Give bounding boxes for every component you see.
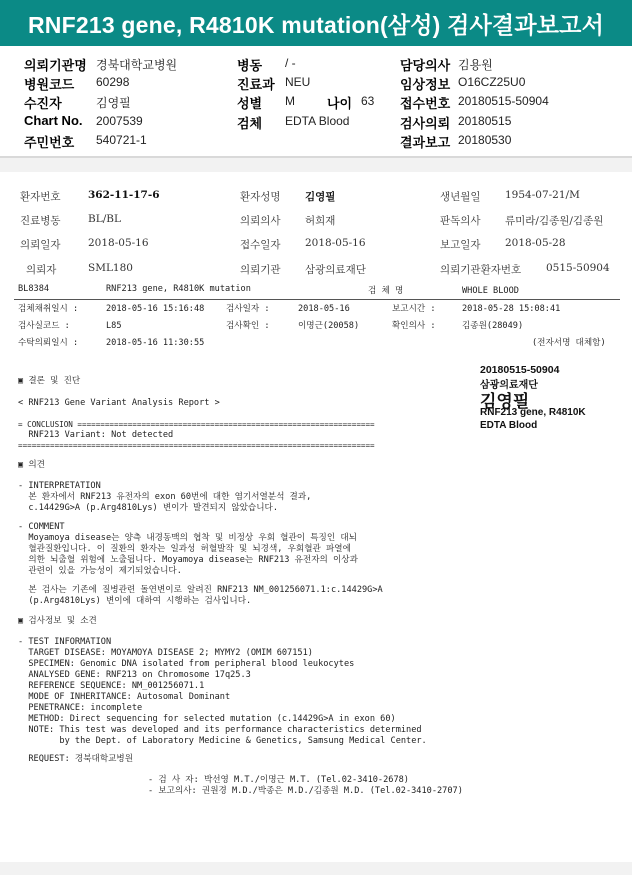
row-label: 확인의사 :: [392, 321, 436, 331]
test-info-heading: - TEST INFORMATION: [18, 637, 112, 647]
header-label: 주민번호: [24, 135, 75, 150]
header-label: 임상정보: [400, 77, 451, 92]
patient-label: 의뢰자: [26, 264, 57, 276]
header-label: 병원코드: [24, 77, 75, 92]
patient-value: 허희재: [305, 215, 336, 227]
patient-value: 1954-07-21/M: [505, 189, 580, 201]
header-value: 20180515: [458, 114, 512, 128]
divider: [14, 299, 620, 300]
scanned-report: [0, 172, 632, 862]
header-row-ward: [237, 55, 296, 74]
test-info-line: NOTE: This test was developed and its performance characteristics determined: [18, 725, 422, 735]
interpretation-heading: - INTERPRETATION: [18, 481, 101, 491]
test-info-line: REFERENCE SEQUENCE: NM_001256071.1: [18, 681, 205, 691]
title-bar: [0, 0, 632, 46]
row-value: 김종원(28049): [462, 321, 524, 331]
patient-value: SML180: [88, 262, 133, 274]
interpretation-line: c.14429G>A (p.Arg4810Lys) 변이가 발견되지 않았습니다.: [18, 503, 279, 513]
section-heading: ▣ 결론 및 진단: [18, 376, 81, 386]
conclusion-heading: = CONCLUSION =================================================================: [18, 420, 375, 429]
patient-value: 2018-05-28: [505, 237, 566, 249]
patient-value: 2018-05-16: [88, 237, 149, 249]
patient-value: BL/BL: [88, 213, 121, 225]
header-row-clinical-info: [400, 74, 526, 93]
section-heading: ▣ 검사정보 및 소견: [18, 616, 97, 626]
header-label: 검체: [237, 116, 263, 131]
analysis-title: < RNF213 Gene Variant Analysis Report >: [18, 398, 220, 408]
row-label: 검사실코드 :: [18, 321, 70, 331]
patient-value: 삼광의료재단: [305, 264, 366, 276]
patient-label: 의뢰기관환자번호: [440, 264, 522, 276]
header-label: 검사의뢰: [400, 116, 451, 131]
request-line: REQUEST: 경북대학교병원: [18, 754, 134, 764]
test-code: BL8384: [18, 284, 50, 294]
stamp-receipt-no: 20180515-50904: [480, 364, 560, 376]
row-label: 검사일자 :: [226, 304, 270, 314]
header-row-request-date: [400, 113, 512, 132]
header-value: 김용원: [458, 58, 493, 72]
header-value: 김영필: [96, 96, 131, 110]
row-label: 검사확인 :: [226, 321, 270, 331]
header-row-specimen: [237, 113, 350, 132]
test-info-line: METHOD: Direct sequencing for selected mutation (c.14429G>A in exon 60): [18, 714, 396, 724]
comment-line: Moyamoya disease는 양측 내경동맥의 협착 및 비정상 우회 혈관이 특징인 대뇌: [18, 533, 357, 543]
header-row-examinee: [24, 93, 131, 112]
header-row-report-date: [400, 132, 512, 151]
header-value: 60298: [96, 75, 130, 89]
header-label-age: 나이: [327, 96, 353, 111]
header-row-resident-no: [24, 132, 147, 151]
header-row-department: [237, 74, 311, 93]
header-value: M: [285, 94, 295, 108]
header-label: 진료과: [237, 77, 275, 92]
patient-label: 의뢰기관: [240, 264, 281, 276]
patient-label: 의뢰의사: [240, 215, 281, 227]
row-label: 수탁의뢰일시 :: [18, 338, 79, 348]
header-label: 성별: [237, 96, 263, 111]
header-label: 결과보고: [400, 135, 451, 150]
comment-line: 의한 뇌출혈 위험에 노출됩니다. Moyamoya disease는 RNF213 유전자의 이상과: [18, 555, 358, 565]
header-value: 540721-1: [96, 133, 147, 147]
header-label: 수진자: [24, 96, 62, 111]
header-info: [0, 46, 632, 158]
header-label: 담당의사: [400, 58, 451, 73]
header-value: 경북대학교병원: [96, 58, 178, 72]
patient-value: 0515-50904: [546, 262, 610, 274]
patient-label: 생년월일: [440, 191, 481, 203]
header-label: Chart No.: [24, 113, 83, 128]
test-info-line: ANALYSED GENE: RNF213 on Chromosome 17q25.3: [18, 670, 251, 680]
technician-signature: - 검 사 자: 박선영 M.T./이명근 M.T. (Tel.02-3410-2678): [148, 775, 409, 785]
stamp-institution: 삼광의료재단: [480, 380, 538, 391]
patient-value: 362-11-17-6: [88, 189, 160, 201]
physician-signature: - 보고의사: 권원경 M.D./박종은 M.D./김종원 M.D. (Tel.02-3410-2707): [148, 786, 463, 796]
row-label: 검체채취일시 :: [18, 304, 79, 314]
header-row-receipt-no: [400, 93, 549, 112]
patient-label: 환자번호: [20, 191, 61, 203]
e-signature-note: (전자서명 대체함): [532, 338, 606, 348]
conclusion-rule: ==============================================================================: [18, 441, 375, 450]
header-value: O16CZ25U0: [458, 75, 526, 89]
specimen-label: 검 체 명: [368, 286, 404, 296]
patient-label: 진료병동: [20, 215, 61, 227]
patient-label: 환자성명: [240, 191, 281, 203]
row-value: 2018-05-16 11:30:55: [106, 338, 205, 348]
interpretation-line: 본 환자에서 RNF213 유전자의 exon 60번에 대한 염기서열분석 결과,: [18, 492, 312, 502]
row-value: 2018-05-28 15:08:41: [462, 304, 561, 314]
comment-line: (p.Arg4810Lys) 변이에 대하여 시행하는 검사입니다.: [18, 596, 252, 606]
comment-line: 관련이 있을 가능성이 제기되었습니다.: [18, 566, 182, 576]
test-info-line: TARGET DISEASE: MOYAMOYA DISEASE 2; MYMY2 (OMIM 607151): [18, 648, 313, 658]
header-value-age: 63: [361, 94, 375, 108]
patient-label: 판독의사: [440, 215, 481, 227]
row-value: 2018-05-16 15:16:48: [106, 304, 205, 314]
patient-label: 보고일자: [440, 239, 481, 251]
row-value: 2018-05-16: [298, 304, 350, 314]
header-row-doctor: [400, 55, 493, 74]
header-value: 20180530: [458, 133, 512, 147]
comment-line: 본 검사는 기존에 질병관련 돌연변이로 알려진 RNF213 NM_001256071.1:c.14429G>A: [18, 585, 383, 595]
header-label: 접수번호: [400, 96, 451, 111]
header-label: 병동: [237, 58, 263, 73]
patient-value: 김영필: [305, 191, 336, 203]
header-value: 2007539: [96, 114, 143, 128]
patient-value: 류미라/김종원/김종원: [505, 215, 604, 227]
test-info-line: by the Dept. of Laboratory Medicine & Genetics, Samsung Medical Center.: [18, 736, 427, 746]
patient-value: 2018-05-16: [305, 237, 366, 249]
row-label: 보고시간 :: [392, 304, 436, 314]
header-value: 20180515-50904: [458, 94, 549, 108]
header-value: / -: [285, 56, 296, 70]
report-title: RNF213 gene, R4810K mutation(삼성) 검사결과보고서: [27, 11, 605, 38]
stamp-specimen: EDTA Blood: [480, 420, 538, 431]
header-row-sex: [237, 93, 375, 112]
test-info-line: PENETRANCE: incomplete: [18, 703, 143, 713]
stamp-test-name: RNF213 gene, R4810K: [480, 407, 586, 418]
patient-label: 접수일자: [240, 239, 281, 251]
test-name: RNF213 gene, R4810K mutation: [106, 284, 251, 294]
row-value: 이명근(20058): [298, 321, 360, 331]
specimen-value: WHOLE BLOOD: [462, 286, 519, 296]
header-value: NEU: [285, 75, 311, 89]
row-value: L85: [106, 321, 122, 331]
comment-line: 혈관질환입니다. 이 질환의 환자는 일과성 허혈발작 및 뇌경색, 우회혈관 파열에: [18, 544, 351, 554]
header-row-institution: [24, 55, 178, 74]
header-row-hospital-code: [24, 74, 130, 93]
header-value: EDTA Blood: [285, 114, 350, 128]
section-heading: ▣ 의견: [18, 460, 45, 470]
patient-label: 의뢰일자: [20, 239, 61, 251]
header-label: 의뢰기관명: [24, 58, 87, 73]
test-info-line: MODE OF INHERITANCE: Autosomal Dominant: [18, 692, 231, 702]
bottom-strip: [0, 862, 632, 875]
stamp-patient-name: 김영필: [480, 392, 530, 411]
conclusion-text: RNF213 Variant: Not detected: [18, 430, 174, 440]
separator: [0, 158, 632, 172]
header-row-chart-no: [24, 113, 143, 128]
comment-heading: - COMMENT: [18, 522, 65, 532]
test-info-line: SPECIMEN: Genomic DNA isolated from peripheral blood leukocytes: [18, 659, 355, 669]
